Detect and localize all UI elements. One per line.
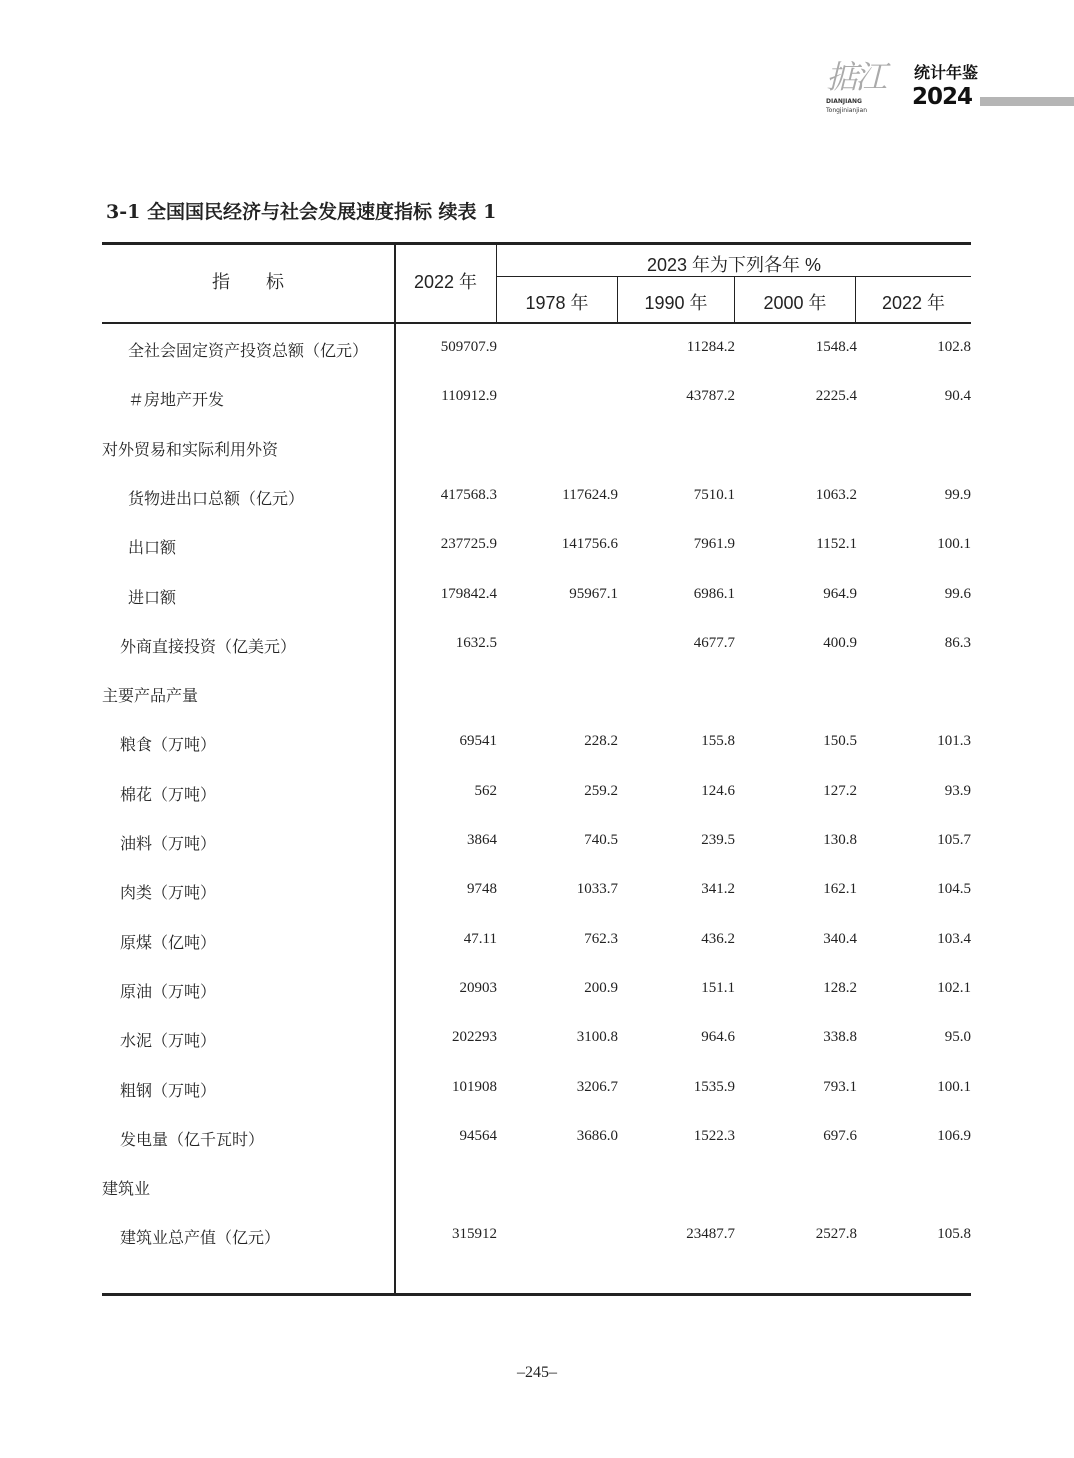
row-label: 原煤（亿吨） <box>120 932 217 952</box>
table-row <box>0 1127 1074 1151</box>
row-value: 7510.1 <box>693 486 735 503</box>
row-value: 1632.5 <box>455 634 497 651</box>
table-row <box>0 683 1074 707</box>
header-2022: 2022 年 <box>413 272 478 292</box>
table-row <box>0 437 1074 461</box>
row-value: 697.6 <box>823 1127 857 1144</box>
table-row <box>0 634 1074 658</box>
row-value: 100.1 <box>937 1078 971 1095</box>
row-value: 90.4 <box>944 388 971 405</box>
row-value: 1033.7 <box>576 881 618 898</box>
row-value: 2225.4 <box>815 388 857 405</box>
row-value: 47.11 <box>463 930 497 947</box>
row-value: 239.5 <box>701 832 735 848</box>
row-value: 237725.9 <box>440 536 497 553</box>
row-value: 23487.7 <box>686 1226 735 1243</box>
row-label: 出口额 <box>128 538 177 558</box>
row-label: 原油（万吨） <box>120 981 217 1001</box>
table-row <box>0 1225 1074 1249</box>
row-label: 建筑业 <box>102 1179 151 1199</box>
row-value: 1063.2 <box>815 486 857 503</box>
row-value: 2527.8 <box>815 1226 857 1243</box>
row-label: 粗钢（万吨） <box>120 1080 217 1100</box>
row-label: 主要产品产量 <box>102 686 199 706</box>
row-label: 油料（万吨） <box>120 834 217 853</box>
table-row <box>0 880 1074 904</box>
row-value: 100.1 <box>937 536 971 553</box>
row-value: 259.2 <box>584 782 618 799</box>
row-value: 762.3 <box>584 930 618 947</box>
row-value: 86.3 <box>944 634 971 651</box>
row-value: 102.1 <box>937 979 971 996</box>
row-value: 117624.9 <box>562 486 618 503</box>
row-value: 3686.0 <box>576 1127 618 1144</box>
row-value: 964.9 <box>823 585 857 602</box>
logo-pinyin-sub: Tongjinianjian <box>826 107 868 114</box>
row-value: 1152.1 <box>816 536 857 553</box>
row-label: 棉花（万吨） <box>120 784 217 804</box>
table-row <box>0 930 1074 954</box>
table-row <box>0 486 1074 510</box>
table-row <box>0 338 1074 362</box>
row-value: 128.2 <box>823 979 857 996</box>
row-value: 43787.2 <box>686 388 735 405</box>
row-value: 110912.9 <box>441 388 497 405</box>
row-value: 69541 <box>459 733 497 750</box>
row-value: 106.9 <box>937 1127 971 1144</box>
table-row <box>0 732 1074 756</box>
row-value: 4677.7 <box>693 634 735 651</box>
page-number: –245– <box>517 1364 557 1381</box>
row-value: 200.9 <box>584 979 618 996</box>
row-value: 155.8 <box>701 733 735 750</box>
table-row <box>0 387 1074 411</box>
row-value: 9748 <box>467 881 497 898</box>
row-value: 562 <box>474 782 497 799</box>
table-bottom-border <box>102 1293 971 1296</box>
row-value: 99.9 <box>944 486 971 503</box>
row-value: 95967.1 <box>569 585 618 602</box>
row-value: 105.8 <box>937 1226 971 1243</box>
table-top-border <box>102 242 971 245</box>
table-row <box>0 1078 1074 1102</box>
row-value: 103.4 <box>937 930 971 947</box>
header-1978: 1978 年 <box>525 293 589 313</box>
row-value: 340.4 <box>823 930 857 947</box>
yearbook-logo <box>826 60 986 120</box>
table-row <box>0 979 1074 1003</box>
row-label: 外商直接投资（亿美元） <box>120 636 297 656</box>
table-row <box>0 782 1074 806</box>
row-value: 740.5 <box>584 832 618 848</box>
row-value: 3100.8 <box>576 1029 618 1046</box>
row-value: 400.9 <box>823 634 857 651</box>
row-value: 95.0 <box>944 1029 971 1046</box>
header-indicator: 指 标 <box>212 272 284 292</box>
row-value: 338.8 <box>823 1029 857 1046</box>
row-value: 179842.4 <box>440 585 497 602</box>
row-value: 99.6 <box>944 585 971 602</box>
header-bar <box>980 97 1074 106</box>
row-value: 20903 <box>459 979 497 996</box>
row-value: 509707.9 <box>440 339 497 355</box>
row-value: 93.9 <box>944 782 971 799</box>
row-value: 94564 <box>459 1127 497 1144</box>
row-value: 1522.3 <box>693 1127 735 1144</box>
row-label: 建筑业总产值（亿元） <box>120 1228 281 1248</box>
logo-year: 2024 <box>912 84 973 110</box>
row-label: 对外贸易和实际利用外资 <box>102 439 279 459</box>
row-value: 793.1 <box>823 1078 857 1095</box>
row-label: 货物进出口总额（亿元） <box>128 488 305 508</box>
row-value: 417568.3 <box>440 486 497 503</box>
row-value: 141756.6 <box>561 536 618 553</box>
header-2000: 2000 年 <box>763 293 827 313</box>
row-value: 341.2 <box>701 881 735 898</box>
row-value: 11284.2 <box>686 339 735 355</box>
row-label: 进口额 <box>128 587 177 607</box>
logo-calligraphy: 掂江 <box>826 58 885 96</box>
table-row <box>0 585 1074 609</box>
row-value: 124.6 <box>701 782 735 799</box>
table-row <box>0 831 1074 855</box>
row-value: 202293 <box>452 1029 497 1046</box>
table-row <box>0 1176 1074 1200</box>
row-value: 3864 <box>467 832 497 848</box>
row-label: 全社会固定资产投资总额（亿元） <box>128 341 369 360</box>
row-value: 127.2 <box>823 782 857 799</box>
row-value: 315912 <box>452 1226 497 1243</box>
row-value: 151.1 <box>701 979 735 996</box>
row-value: 162.1 <box>823 881 857 898</box>
row-value: 102.8 <box>937 339 971 355</box>
header-2022-base: 2022 年 <box>881 293 946 313</box>
row-value: 6986.1 <box>693 585 735 602</box>
row-value: 101908 <box>452 1078 497 1095</box>
row-value: 228.2 <box>584 733 618 750</box>
table-row <box>0 1028 1074 1052</box>
header-group: 2023 年为下列各年 % <box>646 255 822 275</box>
row-value: 105.7 <box>937 832 971 848</box>
row-value: 130.8 <box>823 832 857 848</box>
logo-pinyin: DIANJIANG <box>826 98 862 105</box>
row-value: 7961.9 <box>693 536 735 553</box>
row-value: 964.6 <box>701 1029 735 1046</box>
row-value: 101.3 <box>937 733 971 750</box>
row-value: 436.2 <box>701 930 735 947</box>
row-value: 1548.4 <box>815 339 857 355</box>
header-bottom-border <box>102 322 971 324</box>
header-1990: 1990 年 <box>644 293 708 313</box>
logo-title: 统计年鉴 <box>914 63 979 82</box>
row-value: 1535.9 <box>693 1078 735 1095</box>
row-label: 水泥（万吨） <box>120 1031 217 1051</box>
row-label: ＃房地产开发 <box>128 390 225 410</box>
row-label: 粮食（万吨） <box>120 735 217 755</box>
table-title: 3-1 全国国民经济与社会发展速度指标 续表 1 <box>106 201 497 223</box>
row-value: 104.5 <box>937 881 971 898</box>
row-value: 150.5 <box>823 733 857 750</box>
row-value: 3206.7 <box>576 1078 618 1095</box>
row-label: 发电量（亿千瓦时） <box>120 1129 265 1149</box>
table-row <box>0 535 1074 559</box>
row-label: 肉类（万吨） <box>120 883 217 903</box>
